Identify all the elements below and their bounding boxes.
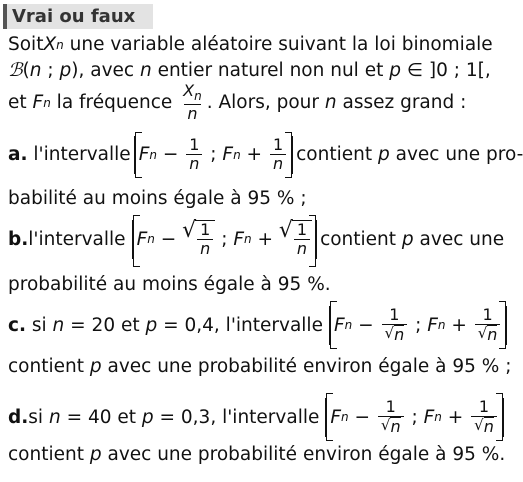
item-a-line-1 [8,136,523,174]
item-letter: b. [8,228,29,250]
intro-line-2 [8,60,491,81]
text: Soit [8,34,44,55]
interval-a: F n − $\frac{1}{n}$ ; F n + $\frac{1}{n}$ [134,136,293,174]
text: la fréquence [50,92,179,114]
var-X: X [43,34,57,55]
item-b-line-1 [8,220,504,259]
var-p: p [89,444,102,465]
text: = 40 et [60,406,142,428]
text: assez grand : [336,92,467,114]
var-p: p [89,356,102,377]
item-b-line-2 [8,274,331,295]
binomial-symbol: ℬ [8,60,23,81]
interval-d: F n − 1 √ n ; F n + 1 √ n [325,398,503,437]
text: . Alors, pour [206,92,325,114]
text: babilité au moins égale à 95 % ; [8,188,307,209]
var-n: n [43,95,51,110]
var-n: n [48,406,61,428]
text: probabilité au moins égale à 95 %. [8,274,331,295]
text: = 0,3, l'intervalle [153,406,320,428]
var-p: p [401,228,414,250]
text: contient [320,228,402,250]
item-d-line-1 [8,398,507,437]
text: ; [41,60,60,81]
text: contient [296,144,378,166]
item-letter: d. [8,406,29,428]
fraction-Xn-over-n: $\frac{X_n}{n}$ [183,81,202,123]
text: avec une probabilité environ égale à 95 %. [101,444,506,465]
text: = 0,4, l'intervalle [157,314,323,336]
var-p: p [377,144,390,166]
var-p: p [59,60,72,81]
text: ∈ ]0 ; 1[, [400,60,491,81]
var-n: n [324,92,337,114]
text: l'intervalle [28,228,126,250]
item-letter: c. [8,314,26,336]
exercise-title: Vrai ou faux [3,4,153,29]
var-F: F [32,92,44,114]
text: l'intervalle [27,144,131,166]
item-c-line-1 [8,306,510,345]
var-p: p [141,406,154,428]
item-c-line-2 [8,356,511,377]
var-n: n [29,60,42,81]
text: avec une probabilité environ égale à 95 % ; [101,356,512,377]
text: une variable aléatoire suivant la loi binomiale [63,34,493,55]
var-p: p [389,60,401,81]
text: contient [8,356,90,377]
text: si [26,314,53,336]
item-a-line-2 [8,188,307,209]
text: si [28,406,49,428]
text: contient [8,444,90,465]
var-n: n [139,60,152,81]
interval-b: F n − √ $\frac{1}{n}$ ; F n + √ $\frac{1}{n}$ [132,220,318,259]
text: ), avec [71,60,140,81]
text: entier naturel non nul et [151,60,390,81]
var-n: n [56,37,64,52]
item-d-line-2 [8,444,505,465]
var-p: p [145,314,158,336]
text: = 20 et [64,314,146,336]
text: avec une [413,228,505,250]
text: et [8,92,33,114]
intro-line-1 [8,34,493,55]
text: avec une pro- [389,144,523,166]
item-letter: a. [8,144,28,166]
text: ( [22,60,30,81]
intro-line-3 [8,82,466,123]
var-n: n [52,314,65,336]
interval-c: F n − 1 √ n ; F n + 1 √ n [329,306,507,345]
